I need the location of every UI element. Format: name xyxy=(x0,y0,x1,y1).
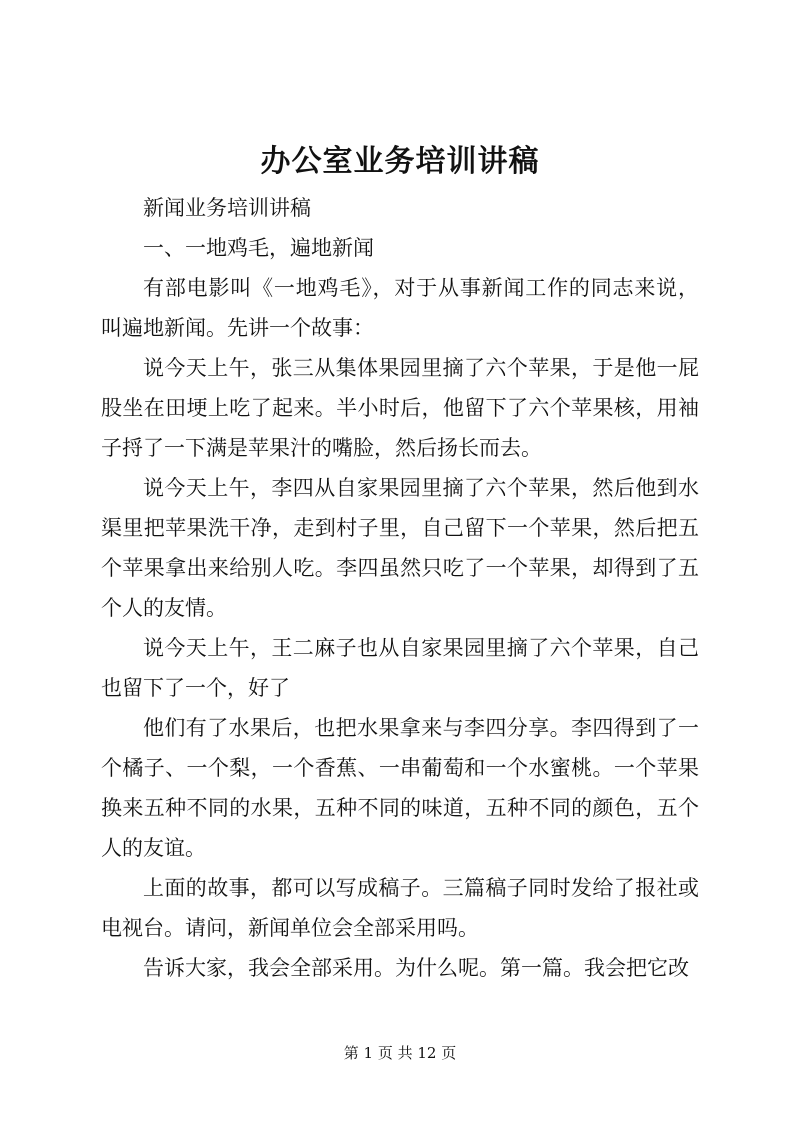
paragraph: 说今天上午，张三从集体果园里摘了六个苹果，于是他一屁股坐在田埂上吃了起来。半小时后，他留下了六个苹果核，用袖子捋了一下满是苹果汁的嘴脸，然后扬长而去。 xyxy=(101,356,699,460)
paragraph: 有部电影叫《一地鸡毛》，对于从事新闻工作的同志来说，叫遍地新闻。先讲一个故事： xyxy=(101,276,699,340)
paragraph: 他们有了水果后，也把水果拿来与李四分享。李四得到了一个橘子、一个梨，一个香蕉、一串葡萄和一个水蜜桃。一个苹果换来五种不同的水果，五种不同的味道，五种不同的颜色，五个人的友谊。 xyxy=(101,716,699,860)
document-body xyxy=(101,188,699,988)
paragraph: 说今天上午，李四从自家果园里摘了六个苹果，然后他到水渠里把苹果洗干净，走到村子里，自己留下一个苹果，然后把五个苹果拿出来给别人吃。李四虽然只吃了一个苹果，却得到了五个人的友情。 xyxy=(101,476,699,620)
paragraph: 告诉大家，我会全部采用。为什么呢。第一篇。我会把它改 xyxy=(143,956,689,980)
paragraph-section-heading: 一、一地鸡毛，遍地新闻 xyxy=(143,236,374,260)
paragraph-subtitle: 新闻业务培训讲稿 xyxy=(143,196,311,220)
page-number-footer: 第 1 页 共 12 页 xyxy=(343,1044,457,1062)
document-title: 办公室业务培训讲稿 xyxy=(260,144,540,179)
paragraph: 说今天上午，王二麻子也从自家果园里摘了六个苹果，自己也留下了一个，好了 xyxy=(101,636,699,700)
paragraph: 上面的故事，都可以写成稿子。三篇稿子同时发给了报社或电视台。请问，新闻单位会全部采用吗。 xyxy=(101,876,699,940)
